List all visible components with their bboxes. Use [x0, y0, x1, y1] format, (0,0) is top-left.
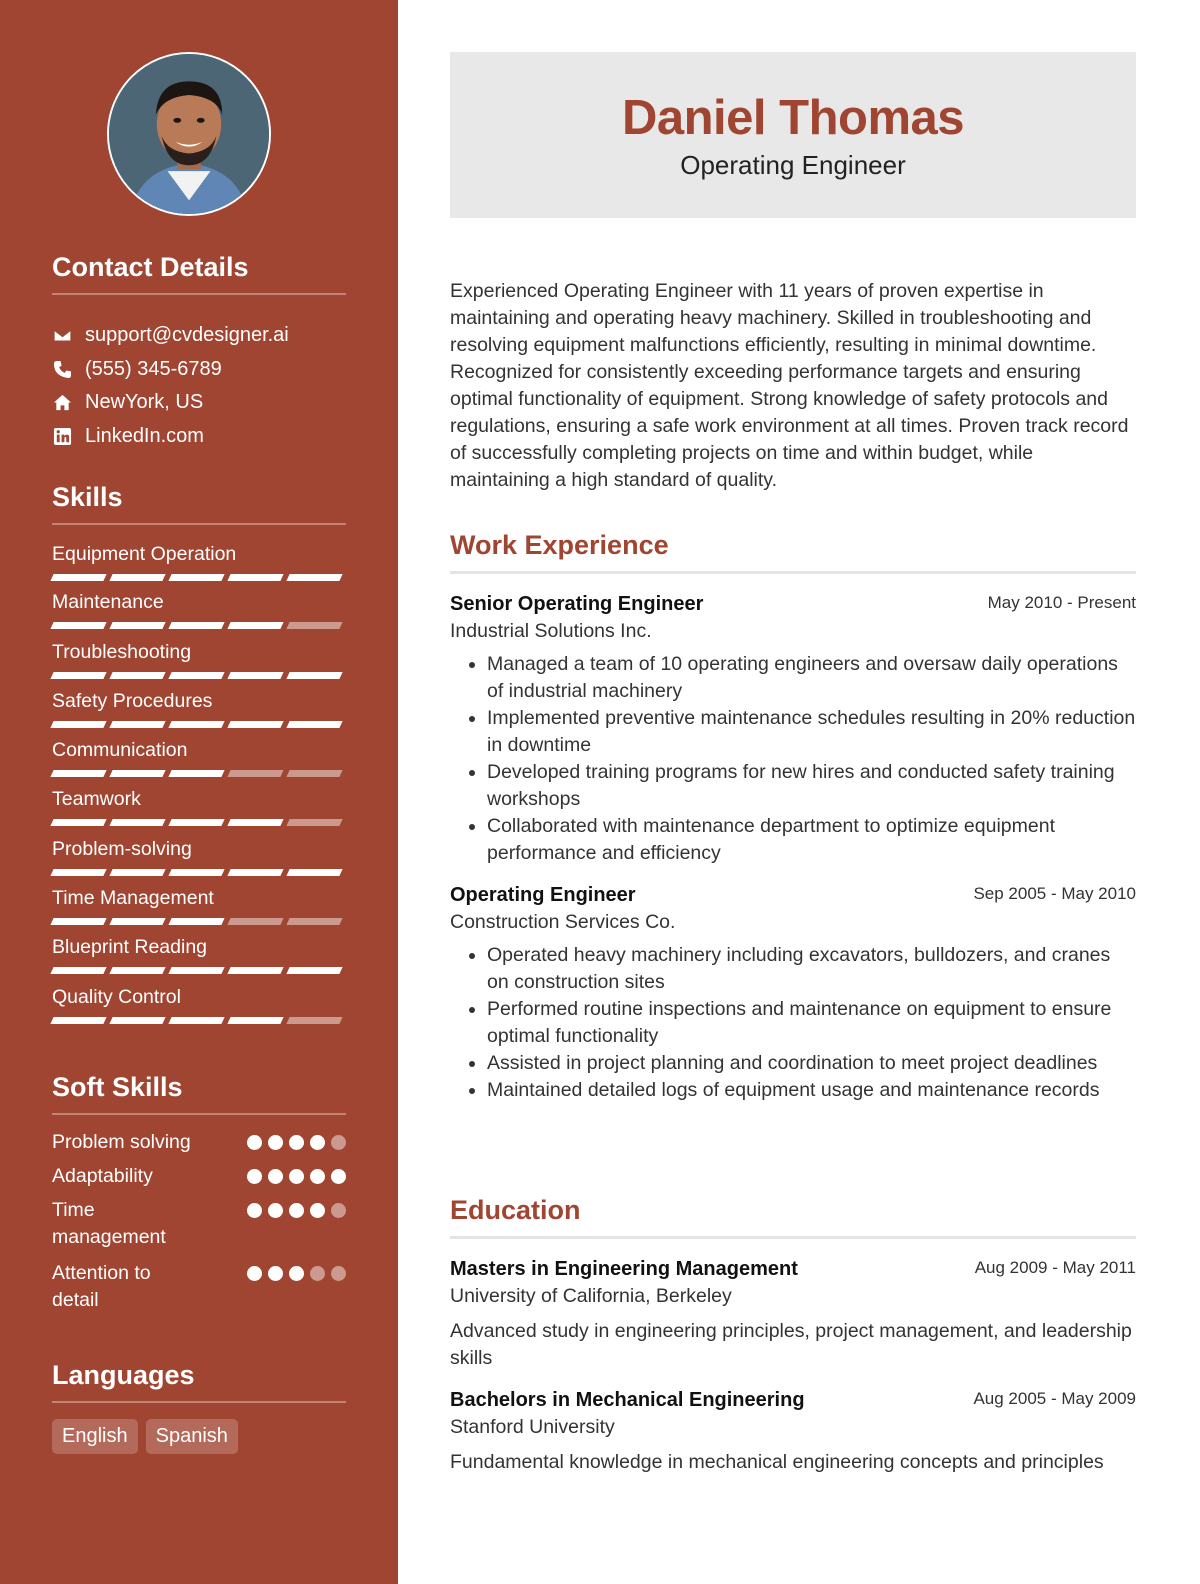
soft-skills-list	[52, 1129, 346, 1314]
soft-skill-item	[52, 1129, 346, 1156]
skill-name: Maintenance	[52, 591, 164, 614]
skill-level-segment	[227, 770, 283, 777]
candidate-title: Operating Engineer	[680, 150, 906, 180]
rating-dot	[268, 1169, 283, 1184]
soft-skill-item	[52, 1260, 346, 1314]
rating-dot	[247, 1203, 262, 1218]
rating-dot	[310, 1135, 325, 1150]
skill-level-segment	[50, 967, 106, 974]
skill-level-segment	[286, 967, 342, 974]
skill-level-segment	[227, 918, 283, 925]
skill-level-segment	[227, 574, 283, 581]
linkedin-icon	[52, 426, 72, 446]
skill-item	[52, 673, 346, 722]
avatar-illustration	[109, 54, 269, 214]
rating-dot	[331, 1266, 346, 1281]
skill-item	[52, 771, 346, 820]
rating-dot	[247, 1169, 262, 1184]
skill-level-segment	[168, 1017, 224, 1024]
profile-summary: Experienced Operating Engineer with 11 years of proven expertise in maintaining and operating heavy machinery. Skilled in troubleshooting and resolving equipment malfunctions efficiently, resulting in minimal downtime. Recognized for consistently exceeding performance targets and ensuring optimal functionality of equipment. Strong knowledge of safety protocols and regulations, ensuring a safe work environment at all times. Proven track record of successfully completing projects on time and within budget, while maintaining a high standard of quality.	[450, 280, 1129, 491]
phone-icon	[52, 359, 72, 379]
skill-level-segment	[286, 1017, 342, 1024]
skill-level-segment	[50, 672, 106, 679]
soft-skills-heading: Soft Skills	[52, 1072, 346, 1115]
skill-name: Communication	[52, 739, 188, 762]
experience-bullet: • Collaborated with maintenance department to optimize equipment performance and efficiency	[487, 813, 1136, 867]
skill-name: Blueprint Reading	[52, 936, 208, 959]
experience-bullet: • Performed routine inspections and maintenance on equipment to ensure optimal functionality	[487, 996, 1136, 1050]
skill-level-segment	[168, 918, 224, 925]
language-tag: Spanish	[146, 1419, 238, 1454]
contact-linkedin-text: LinkedIn.com	[85, 424, 204, 447]
skill-level-segment	[286, 721, 342, 728]
skill-item	[52, 821, 346, 870]
experience-bullet: • Operated heavy machinery including excavators, bulldozers, and cranes on construction sites	[487, 942, 1136, 996]
experience-bullet: • Managed a team of 10 operating engineers and oversaw daily operations of industrial machinery	[487, 651, 1136, 705]
skill-level-segment	[286, 770, 342, 777]
skill-name: Teamwork	[52, 788, 141, 811]
languages-list	[52, 1419, 346, 1454]
skill-level-segment	[50, 721, 106, 728]
experience-company: Industrial Solutions Inc.	[450, 620, 652, 642]
skills-list	[52, 525, 346, 1018]
skill-level-segment	[168, 622, 224, 629]
education-entry	[450, 1386, 1136, 1476]
skill-level-segment	[227, 672, 283, 679]
skill-level-segment	[109, 869, 165, 876]
experience-bullets	[450, 942, 1136, 1104]
rating-dot	[247, 1266, 262, 1281]
skill-item	[52, 525, 346, 574]
contact-list	[52, 319, 346, 453]
soft-skill-rating	[247, 1266, 346, 1281]
skill-level-segment	[168, 770, 224, 777]
education-heading: Education	[450, 1195, 1136, 1239]
contact-section	[52, 252, 346, 453]
work-experience-section	[450, 530, 1136, 1104]
skill-level-segment	[227, 1017, 283, 1024]
language-tag: English	[52, 1419, 138, 1454]
skill-level-bar	[52, 918, 346, 925]
education-date: Aug 2005 - May 2009	[973, 1389, 1136, 1408]
sidebar	[0, 0, 398, 1584]
skill-level-bar	[52, 869, 346, 876]
skill-item	[52, 722, 346, 771]
experience-title: Senior Operating Engineer	[450, 593, 704, 615]
experience-bullet: • Developed training programs for new hires and conducted safety training workshops	[487, 759, 1136, 813]
skill-level-segment	[50, 770, 106, 777]
envelope-icon	[52, 326, 72, 346]
education-degree: Bachelors in Mechanical Engineering	[450, 1389, 805, 1411]
skill-name: Equipment Operation	[52, 543, 237, 565]
skill-level-segment	[286, 819, 342, 826]
skill-level-segment	[168, 967, 224, 974]
skill-level-segment	[109, 1017, 165, 1024]
soft-skill-name: Time management	[52, 1199, 166, 1248]
skill-item	[52, 969, 346, 1018]
skill-level-bar	[52, 574, 346, 581]
skill-level-segment	[168, 574, 224, 581]
skill-item	[52, 574, 346, 623]
rating-dot	[289, 1169, 304, 1184]
soft-skill-rating	[247, 1203, 346, 1218]
experience-bullets	[450, 651, 1136, 867]
experience-title: Operating Engineer	[450, 884, 636, 906]
skill-level-segment	[50, 1017, 106, 1024]
skill-level-segment	[109, 622, 165, 629]
skills-section	[52, 482, 346, 1018]
skill-level-bar	[52, 672, 346, 679]
skill-level-segment	[168, 869, 224, 876]
soft-skill-name: Attention to detail	[52, 1262, 151, 1311]
skill-name: Safety Procedures	[52, 689, 213, 712]
education-entry	[450, 1255, 1136, 1372]
skill-level-bar	[52, 770, 346, 777]
skills-heading: Skills	[52, 482, 346, 525]
skill-item	[52, 919, 346, 968]
experience-entry	[450, 590, 1136, 867]
contact-heading: Contact Details	[52, 252, 346, 295]
skill-level-segment	[286, 574, 342, 581]
experience-company: Construction Services Co.	[450, 911, 676, 933]
skill-level-segment	[286, 869, 342, 876]
header-box	[450, 52, 1136, 218]
skill-level-segment	[168, 721, 224, 728]
soft-skill-name: Adaptability	[52, 1165, 153, 1187]
skill-name: Troubleshooting	[52, 640, 192, 663]
skill-level-segment	[109, 819, 165, 826]
education-description: Advanced study in engineering principles, project management, and leadership skills	[450, 1320, 1132, 1369]
soft-skills-section	[52, 1072, 346, 1314]
rating-dot	[310, 1169, 325, 1184]
experience-entry	[450, 881, 1136, 1104]
experience-date: Sep 2005 - May 2010	[973, 884, 1136, 903]
skill-level-segment	[50, 819, 106, 826]
skill-level-bar	[52, 967, 346, 974]
skill-name: Quality Control	[52, 985, 181, 1008]
rating-dot	[331, 1203, 346, 1218]
education-date: Aug 2009 - May 2011	[974, 1258, 1136, 1277]
rating-dot	[331, 1169, 346, 1184]
contact-location	[52, 386, 346, 420]
contact-phone-text: (555) 345-6789	[85, 357, 222, 380]
contact-email-text: support@cvdesigner.ai	[85, 324, 289, 347]
soft-skill-rating	[247, 1169, 346, 1184]
rating-dot	[268, 1135, 283, 1150]
skill-level-segment	[50, 869, 106, 876]
skill-level-segment	[109, 967, 165, 974]
education-degree: Masters in Engineering Management	[450, 1258, 798, 1280]
education-school: University of California, Berkeley	[450, 1285, 732, 1307]
rating-dot	[331, 1135, 346, 1150]
candidate-name: Daniel Thomas	[621, 91, 965, 145]
skill-name: Problem-solving	[52, 837, 192, 860]
languages-heading: Languages	[52, 1360, 346, 1403]
profile-photo	[107, 52, 271, 216]
skill-level-segment	[168, 819, 224, 826]
skill-level-segment	[227, 869, 283, 876]
contact-location-text: NewYork, US	[85, 391, 204, 414]
skill-name: Time Management	[52, 887, 214, 910]
skill-level-bar	[52, 622, 346, 629]
rating-dot	[310, 1203, 325, 1218]
home-icon	[52, 393, 72, 413]
contact-linkedin[interactable]	[52, 420, 346, 454]
skill-level-segment	[109, 672, 165, 679]
rating-dot	[268, 1203, 283, 1218]
skill-level-bar	[52, 721, 346, 728]
soft-skill-rating	[247, 1135, 346, 1150]
skill-level-bar	[52, 819, 346, 826]
skill-item	[52, 870, 346, 919]
skill-level-segment	[227, 819, 283, 826]
rating-dot	[247, 1135, 262, 1150]
contact-email[interactable]	[52, 319, 346, 353]
soft-skill-item	[52, 1197, 346, 1251]
experience-bullet: • Maintained detailed logs of equipment usage and maintenance records	[487, 1077, 1136, 1104]
skill-level-segment	[286, 918, 342, 925]
soft-skill-item	[52, 1163, 346, 1190]
work-experience-heading: Work Experience	[450, 530, 1136, 574]
skill-level-segment	[50, 918, 106, 925]
skill-level-segment	[50, 622, 106, 629]
rating-dot	[289, 1203, 304, 1218]
soft-skill-name: Problem solving	[52, 1131, 191, 1153]
skill-level-segment	[109, 721, 165, 728]
skill-level-segment	[109, 918, 165, 925]
experience-date: May 2010 - Present	[987, 593, 1136, 612]
contact-phone[interactable]	[52, 353, 346, 387]
skill-level-segment	[227, 721, 283, 728]
rating-dot	[268, 1266, 283, 1281]
skill-level-segment	[109, 770, 165, 777]
rating-dot	[310, 1266, 325, 1281]
skill-level-segment	[227, 622, 283, 629]
languages-section	[52, 1360, 346, 1454]
rating-dot	[289, 1135, 304, 1150]
skill-level-bar	[52, 1017, 346, 1024]
experience-bullet: • Implemented preventive maintenance schedules resulting in 20% reduction in downtime	[487, 705, 1136, 759]
skill-item	[52, 624, 346, 673]
rating-dot	[289, 1266, 304, 1281]
skill-level-segment	[168, 672, 224, 679]
skill-level-segment	[50, 574, 106, 581]
skill-level-segment	[286, 672, 342, 679]
education-school: Stanford University	[450, 1416, 615, 1438]
experience-bullet: • Assisted in project planning and coordination to meet project deadlines	[487, 1050, 1136, 1077]
education-description: Fundamental knowledge in mechanical engineering concepts and principles	[450, 1451, 1104, 1473]
skill-level-segment	[227, 967, 283, 974]
skill-level-segment	[109, 574, 165, 581]
education-section	[450, 1195, 1136, 1476]
skill-level-segment	[286, 622, 342, 629]
